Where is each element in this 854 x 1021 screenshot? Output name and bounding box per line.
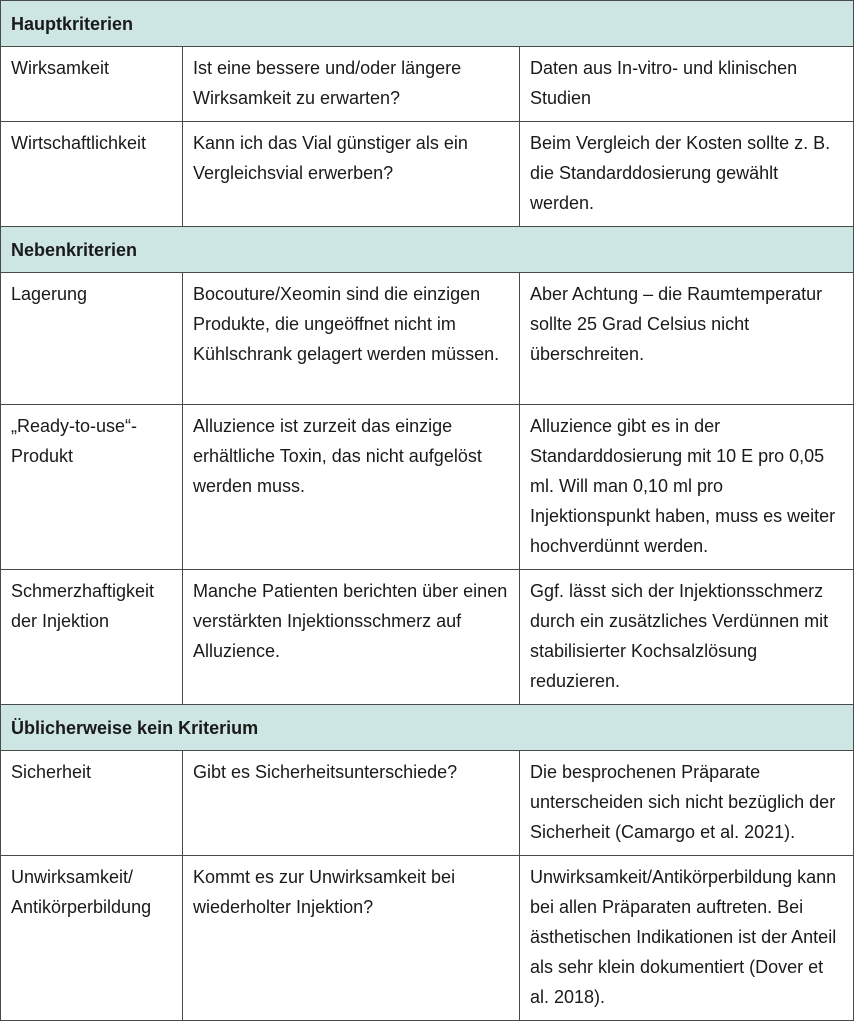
table-row: [1, 570, 854, 705]
question-cell: Bocouture/Xeomin sind die einzigen Produkte, die ungeöffnet nicht im Kühlschrank gelagert werden müssen.: [183, 273, 520, 405]
note-cell: Ggf. lässt sich der Injektionsschmerz durch ein zusätzliches Verdünnen mit stabilisierter Kochsalzlösung reduzieren.: [520, 570, 854, 705]
section-title: Nebenkriterien: [1, 227, 854, 273]
question-cell: Ist eine bessere und/oder längere Wirksamkeit zu erwarten?: [183, 47, 520, 122]
section-header-row: [1, 227, 854, 273]
note-cell: Daten aus In-vitro- und klinischen Studien: [520, 47, 854, 122]
section-header-row: [1, 705, 854, 751]
criterion-cell: Unwirksamkeit/ Antikörperbildung: [1, 856, 183, 1021]
table-row: [1, 856, 854, 1021]
criterion-cell: Schmerzhaftigkeit der Injektion: [1, 570, 183, 705]
criterion-cell: Sicherheit: [1, 751, 183, 856]
criterion-cell: Wirtschaftlichkeit: [1, 122, 183, 227]
section-title: Üblicherweise kein Kriterium: [1, 705, 854, 751]
question-cell: Manche Patienten berichten über einen verstärkten Injektionsschmerz auf Alluzience.: [183, 570, 520, 705]
table-row: [1, 273, 854, 405]
note-cell: Beim Vergleich der Kosten sollte z. B. die Standarddosierung gewählt werden.: [520, 122, 854, 227]
table-row: [1, 751, 854, 856]
table-row: [1, 122, 854, 227]
question-cell: Gibt es Sicherheitsunterschiede?: [183, 751, 520, 856]
table-row: [1, 405, 854, 570]
table-row: [1, 47, 854, 122]
question-cell: Kommt es zur Unwirksamkeit bei wiederholter Injektion?: [183, 856, 520, 1021]
question-cell: Kann ich das Vial günstiger als ein Vergleichsvial erwerben?: [183, 122, 520, 227]
note-cell: Aber Achtung – die Raumtemperatur sollte 25 Grad Celsius nicht überschreiten.: [520, 273, 854, 405]
criterion-cell: „Ready-to-use“-Produkt: [1, 405, 183, 570]
note-cell: Unwirksamkeit/Antikörperbildung kann bei allen Präparaten auftreten. Bei ästhetischen Indikationen ist der Anteil als sehr klein dokumentiert (Dover et al. 2018).: [520, 856, 854, 1021]
criterion-cell: Wirksamkeit: [1, 47, 183, 122]
note-cell: Die besprochenen Präparate unterscheiden sich nicht bezüglich der Sicherheit (Camargo et al. 2021).: [520, 751, 854, 856]
note-cell: Alluzience gibt es in der Standarddosierung mit 10 E pro 0,05 ml. Will man 0,10 ml pro Injektionspunkt haben, muss es weiter hochverdünnt werden.: [520, 405, 854, 570]
criterion-cell: Lagerung: [1, 273, 183, 405]
section-title: Hauptkriterien: [1, 1, 854, 47]
question-cell: Alluzience ist zurzeit das einzige erhältliche Toxin, das nicht aufgelöst werden muss.: [183, 405, 520, 570]
section-header-row: [1, 1, 854, 47]
